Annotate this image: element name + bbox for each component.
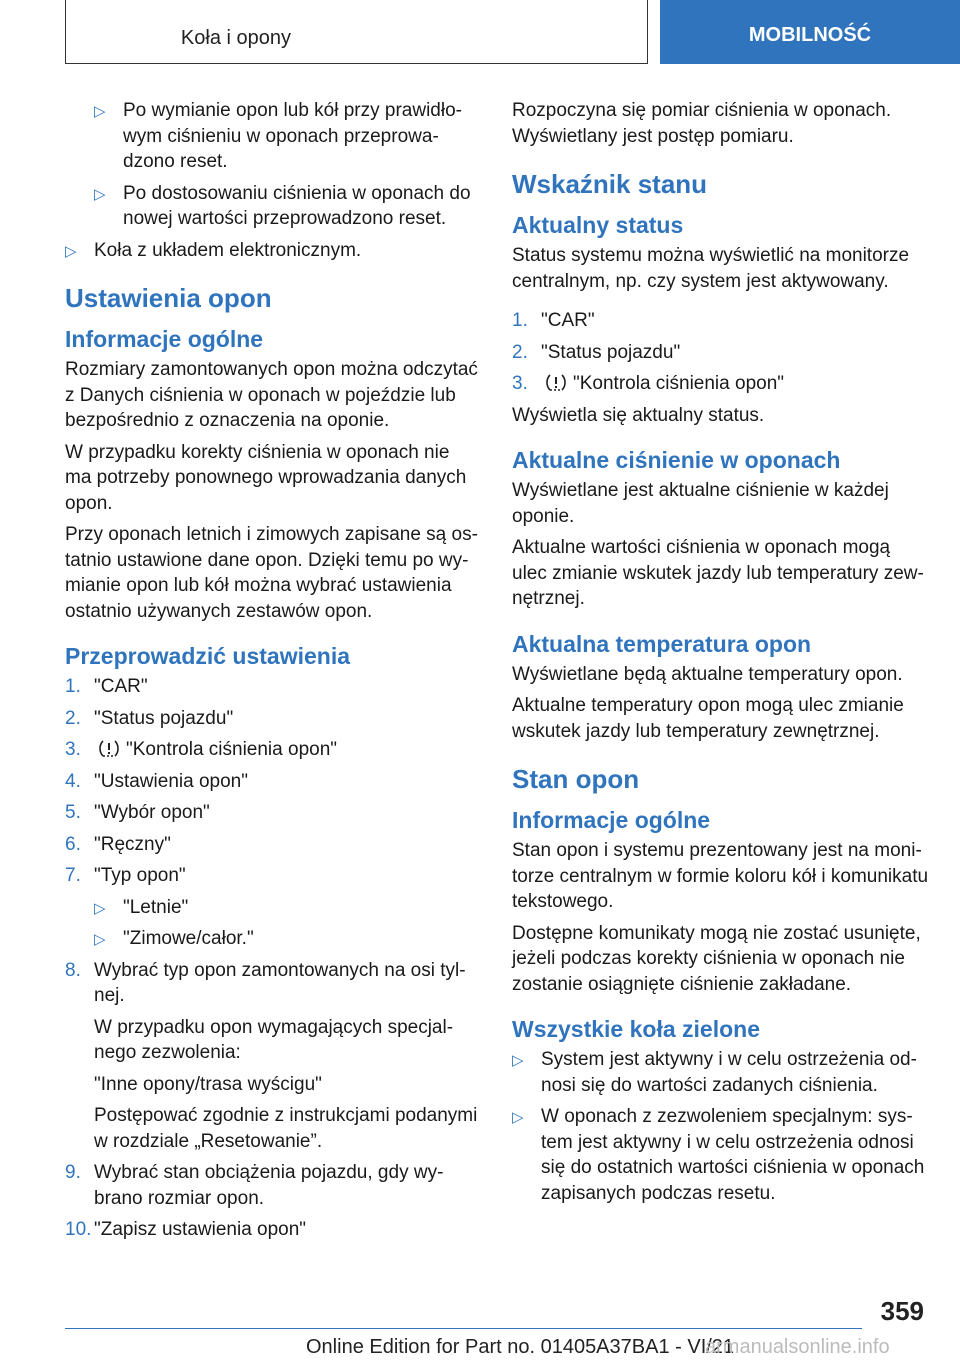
- tire-pressure-warning-icon: [98, 739, 120, 758]
- list-item: ▷ Po dostosowaniu ciśnienia w oponach do nowej wartości przeprowadzono reset.: [94, 181, 481, 232]
- step-item: [512, 371, 930, 397]
- step-text: "CAR": [94, 676, 148, 697]
- heading-tire-settings: Ustawienia opon: [65, 283, 272, 313]
- step-item: [65, 706, 481, 732]
- header-chapter-tab: [660, 0, 960, 64]
- step-text: "Ręczny": [94, 833, 171, 855]
- paragraph: Dostępne komunikaty mogą nie zostać usunięte, jeżeli podczas korekty ciśnienia w oponach nie zostanie osiągnięte ciśnienie zakładane.: [512, 922, 921, 995]
- step-number: 5.: [65, 802, 81, 823]
- step-text: "Wybór opon": [94, 802, 210, 823]
- step-item: [65, 1160, 481, 1211]
- footer-watermark: armanualsonline.info: [705, 1336, 890, 1358]
- list-item: ▷ Koła z układem elektronicznym.: [65, 238, 481, 264]
- step-text: Wybrać typ opon zamontowanych na osi tylnej.: [94, 959, 466, 1006]
- paragraph: W przypadku korekty ciśnienia w oponach nie ma potrzeby ponownego wprowadzania danych opon.: [65, 441, 467, 514]
- step-item: [65, 737, 481, 763]
- tire-pressure-warning-icon: [545, 373, 567, 392]
- heading-general-info: Informacje ogólne: [65, 326, 264, 352]
- status-steps: [512, 308, 930, 397]
- header-section-title: Koła i opony: [180, 27, 291, 49]
- paragraph: Status systemu można wyświetlić na monitorze centralnym, np. czy system jest aktywowany.: [512, 245, 910, 292]
- list-item: ▷ "Zimowe/całor.": [94, 926, 481, 952]
- list-item: ▷ Po wymianie opon lub kół przy prawidłowym ciśnieniu w oponach przeprowadzono reset.: [94, 98, 481, 175]
- step-number: 3.: [65, 739, 81, 760]
- header-frame: [65, 0, 648, 64]
- heading-perform-settings: Przeprowadzić ustawienia: [65, 643, 351, 669]
- step-text: "Status pojazdu": [94, 707, 234, 729]
- list-item: ▷ System jest aktywny i w celu ostrzeżenia odnosi się do wartości zadanych ciśnienia.: [512, 1047, 930, 1098]
- reset-conditions-list: [65, 98, 481, 232]
- page-number: 359: [880, 1296, 924, 1326]
- step-number: 2.: [65, 707, 81, 729]
- step-number: 4.: [65, 770, 81, 792]
- paragraph: Wyświetlane jest aktualne ciśnienie w każdej oponie.: [512, 480, 889, 527]
- paragraph: Aktualne temperatury opon mogą ulec zmianie wskutek jazdy lub temperatury zewnętrznej.: [512, 695, 904, 742]
- step-number: 8.: [65, 959, 81, 981]
- list-item: ▷ W oponach z zezwoleniem specjalnym: system jest aktywny i w celu ostrzeżenia odnosi się do ostatnich wartości ciśnienia w oponach zapisanych podczas resetu.: [512, 1104, 930, 1206]
- step-number: 3.: [512, 373, 528, 394]
- step-number: 6.: [65, 833, 81, 855]
- step-text: "Status pojazdu": [541, 341, 681, 363]
- right-column: [512, 98, 930, 1212]
- step-item: [65, 832, 481, 858]
- step-item: [512, 308, 930, 334]
- footer-edition: Online Edition for Part no. 01405A37BA1 - VI/21: [306, 1336, 735, 1358]
- heading-current-status: Aktualny status: [512, 212, 684, 238]
- heading-all-wheels-green: Wszystkie koła zielone: [512, 1016, 760, 1042]
- step-number: 2.: [512, 341, 528, 363]
- heading-status-indicator: Wskaźnik stanu: [512, 169, 708, 199]
- paragraph: Wyświetla się aktualny status.: [512, 404, 765, 426]
- tire-type-options: [94, 895, 481, 952]
- step-text: "Zapisz ustawienia opon": [94, 1219, 307, 1240]
- step-text: "Ustawienia opon": [94, 770, 248, 792]
- step-item: [512, 340, 930, 366]
- settings-steps: [65, 674, 481, 1243]
- step-number: 7.: [65, 865, 81, 886]
- paragraph: Aktualne wartości ciśnienia w oponach mogą ulec zmianie wskutek jazdy lub temperatury zewnętrznej.: [512, 537, 924, 609]
- step-item: [65, 1217, 481, 1243]
- step-number: 10.: [65, 1219, 92, 1240]
- heading-tire-state: Stan opon: [512, 764, 640, 794]
- step-note: W przypadku opon wymagających specjalnego zezwolenia:: [94, 1016, 454, 1063]
- step-item: [65, 958, 481, 1155]
- heading-current-pressure: Aktualne ciśnienie w oponach: [512, 447, 841, 473]
- step-note: "Inne opony/trasa wyścigu": [94, 1073, 322, 1095]
- wheels-list: [65, 238, 481, 264]
- step-item: [65, 863, 481, 952]
- step-item: [65, 769, 481, 795]
- heading-general-info: Informacje ogólne: [512, 807, 711, 833]
- paragraph: Stan opon i systemu prezentowany jest na monitorze centralnym w formie koloru kół i komunikatu tekstowego.: [512, 840, 929, 912]
- step-number: 1.: [65, 676, 81, 697]
- step-item: [65, 674, 481, 700]
- step-note: Postępować zgodnie z instrukcjami podanymi w rozdziale „Resetowanie”.: [94, 1105, 478, 1152]
- footer-divider: [65, 1328, 862, 1329]
- paragraph: Rozpoczyna się pomiar ciśnienia w oponach. Wyświetlany jest postęp pomiaru.: [512, 100, 892, 147]
- step-text: Wybrać stan obciążenia pojazdu, gdy wybrano rozmiar opon.: [94, 1162, 444, 1209]
- list-item: ▷ "Letnie": [94, 895, 481, 921]
- heading-current-temperature: Aktualna temperatura opon: [512, 630, 812, 657]
- chapter-title: MOBILNOŚĆ: [748, 23, 872, 46]
- paragraph: Przy oponach letnich i zimowych zapisane są ostatnio ustawione dane opon. Dzięki temu po wymianie opon lub kół można wybrać ustawienia ostatnio używanych zestawów opon.: [65, 524, 478, 622]
- step-text: "Kontrola ciśnienia opon": [573, 373, 785, 394]
- step-number: 1.: [512, 310, 528, 331]
- step-text: "Kontrola ciśnienia opon": [126, 739, 338, 760]
- step-text: "CAR": [541, 310, 595, 331]
- paragraph: Rozmiary zamontowanych opon można odczytać z Danych ciśnienia w oponach w pojeździe lub bezpośrednio z oznaczenia na oponie.: [65, 359, 478, 431]
- step-number: 9.: [65, 1162, 81, 1183]
- paragraph: Wyświetlane będą aktualne temperatury opon.: [512, 663, 903, 685]
- green-state-list: [512, 1047, 930, 1206]
- step-text: "Typ opon": [94, 865, 186, 886]
- left-column: [65, 98, 481, 1249]
- step-item: [65, 800, 481, 826]
